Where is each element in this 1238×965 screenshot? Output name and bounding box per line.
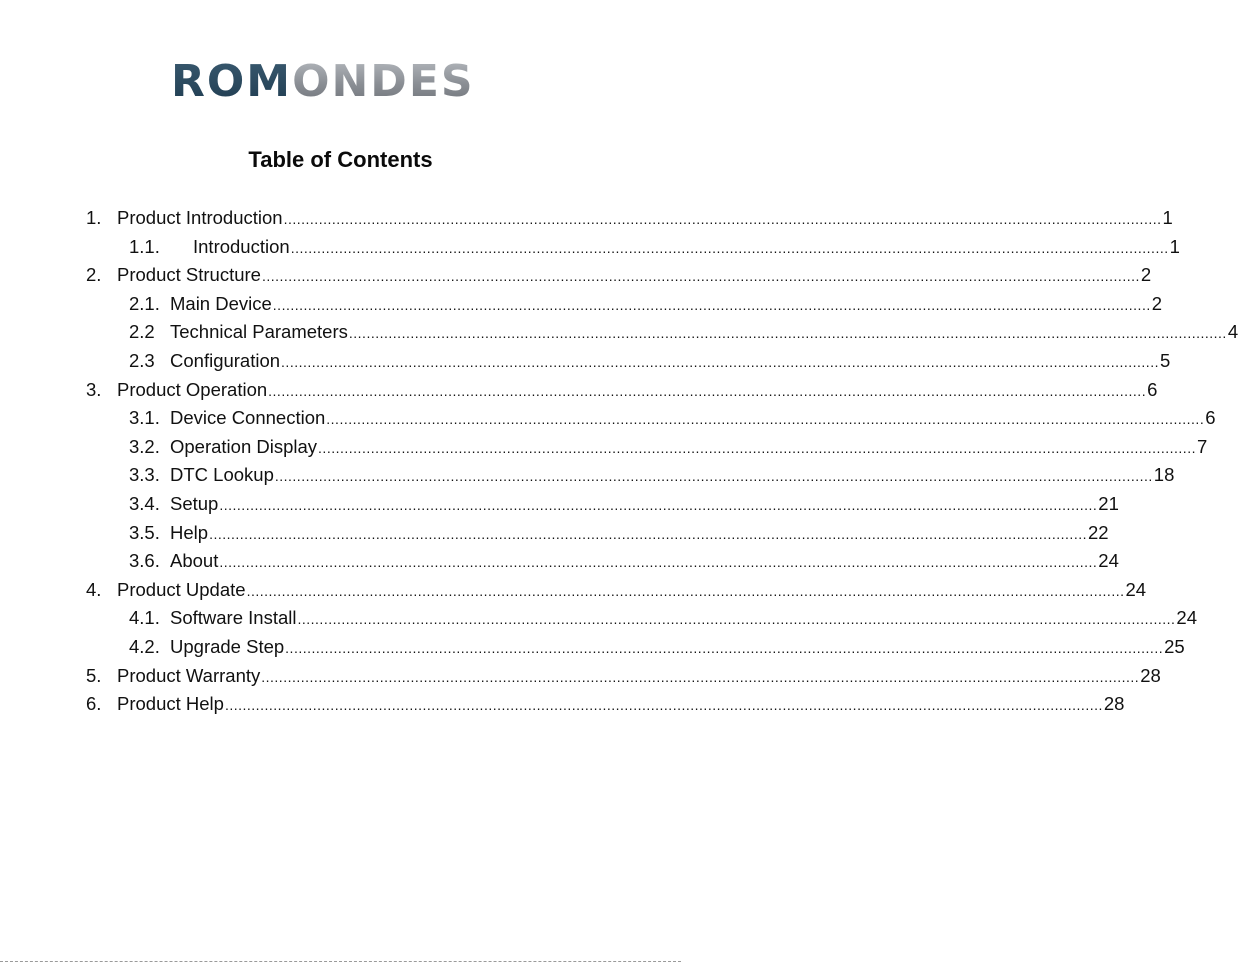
toc-entry-leader: ........................................................................................................................................................................................................ <box>219 497 1098 513</box>
toc-entry-number: 4.2. <box>129 636 160 657</box>
toc-entry[interactable] <box>86 376 1158 404</box>
toc-entry-label: Configuration <box>170 350 281 371</box>
toc-entry-leader: ........................................................................................................................................................................................................ <box>224 697 1103 714</box>
toc-entry-page: 21 <box>1098 493 1119 514</box>
toc-entry-page: 24 <box>1176 607 1197 629</box>
toc-entry[interactable] <box>129 490 1119 518</box>
toc-entry-leader: ........................................................................................................................................................................................................ <box>261 268 1140 285</box>
toc-entry-leader: ........................................................................................................................................................................................................ <box>348 325 1227 342</box>
toc-entry-leader: ........................................................................................................................................................................................................ <box>283 211 1162 227</box>
toc-entry-leader: ........................................................................................................................................................................................................ <box>326 411 1205 428</box>
toc-entry-page: 22 <box>1088 521 1109 543</box>
toc-entry-page: 6 <box>1147 378 1158 400</box>
toc-entry-label: Product Help <box>117 693 224 715</box>
toc-entry-page: 28 <box>1140 664 1161 686</box>
toc-entry-leader: ........................................................................................................................................................................................................ <box>219 554 1098 571</box>
toc-entry[interactable] <box>129 233 1180 261</box>
toc-entry-number: 3.2. <box>129 435 160 457</box>
toc-entry-label: Setup <box>170 493 219 514</box>
toc-entry[interactable] <box>129 519 1109 547</box>
toc-entry-number: 1. <box>86 207 102 228</box>
toc-entry-leader: ........................................................................................................................................................................................................ <box>285 640 1164 656</box>
toc-entry[interactable] <box>86 204 1173 232</box>
toc-entry[interactable] <box>129 433 1208 461</box>
toc-entry-leader: ........................................................................................................................................................................................................ <box>209 525 1087 542</box>
toc-entry[interactable] <box>129 604 1197 632</box>
toc-entry-number: 3.4. <box>129 493 160 514</box>
toc-entry-number: 2.1. <box>129 292 160 314</box>
page-bottom-border <box>0 961 681 962</box>
toc-entry-number: 2. <box>86 264 102 286</box>
toc-entry-leader: ........................................................................................................................................................................................................ <box>290 239 1169 256</box>
toc-entry-page: 25 <box>1164 636 1185 657</box>
toc-entry-label: Introduction <box>193 235 290 257</box>
toc-entry-page: 2 <box>1151 292 1163 314</box>
toc-entry-label: Main Device <box>170 292 272 314</box>
toc-entry-label: Operation Display <box>170 435 318 457</box>
logo-text-light: ONDES <box>291 56 475 107</box>
toc-entry-number: 3.1. <box>129 407 160 429</box>
toc-entry-number: 1.1. <box>129 235 160 257</box>
toc-entry-page: 18 <box>1153 464 1175 486</box>
toc-entry-number: 2.3 <box>129 350 155 371</box>
toc-entry[interactable] <box>129 404 1216 432</box>
toc-entry-label: Product Update <box>117 578 246 600</box>
brand-logo-mark <box>170 56 511 107</box>
toc-entry[interactable] <box>129 290 1163 318</box>
toc-entry-label: Product Warranty <box>117 664 261 686</box>
toc-entry-label: About <box>170 550 219 572</box>
toc-entry[interactable] <box>129 547 1119 575</box>
toc-entry-page: 1 <box>1169 235 1180 257</box>
toc-entry-label: Help <box>170 521 209 543</box>
toc-entry-leader: ........................................................................................................................................................................................................ <box>274 468 1153 485</box>
toc-entry-page: 6 <box>1205 407 1216 429</box>
toc-entry-page: 7 <box>1196 435 1208 457</box>
toc-entry-number: 6. <box>86 693 102 715</box>
toc-entry-number: 3. <box>86 378 102 400</box>
toc-entry-page: 24 <box>1125 578 1147 600</box>
toc-entry-page: 5 <box>1159 350 1171 371</box>
toc-entry-number: 3.6. <box>129 550 160 572</box>
toc-entry-label: Product Operation <box>117 378 268 400</box>
toc-entry[interactable] <box>86 576 1147 604</box>
toc-entry-number: 3.5. <box>129 521 160 543</box>
toc-entry-number: 2.2 <box>129 321 155 343</box>
logo-text-dark: ROM <box>170 56 292 107</box>
toc-entry-leader: ........................................................................................................................................................................................................ <box>318 439 1196 456</box>
toc-entry-page: 24 <box>1098 550 1119 572</box>
toc-entry-leader: ........................................................................................................................................................................................................ <box>246 582 1125 599</box>
toc-entry[interactable] <box>86 662 1161 690</box>
toc-entry[interactable] <box>86 690 1125 718</box>
toc-entry-page: 2 <box>1140 264 1152 286</box>
toc-entry-label: Product Structure <box>117 264 261 286</box>
toc-entry-leader: ........................................................................................................................................................................................................ <box>272 296 1151 313</box>
toc-entry-page: 1 <box>1162 207 1173 228</box>
toc-entry-label: Upgrade Step <box>170 636 285 657</box>
toc-entry-number: 5. <box>86 664 102 686</box>
toc-entry-number: 4. <box>86 578 102 600</box>
toc-entry-leader: ........................................................................................................................................................................................................ <box>281 354 1159 370</box>
toc-entry-label: Device Connection <box>170 407 326 429</box>
toc-entry-leader: ........................................................................................................................................................................................................ <box>297 611 1176 628</box>
toc-entry-page: 28 <box>1103 693 1125 715</box>
toc-entry-number: 3.3. <box>129 464 160 486</box>
svg-text:ROMONDES <box>171 56 475 107</box>
toc-entry-label: Software Install <box>170 607 297 629</box>
toc-entry[interactable] <box>129 318 1238 346</box>
toc-entry-number: 4.1. <box>129 607 160 629</box>
toc-entry[interactable] <box>86 261 1152 289</box>
brand-logo <box>0 56 681 107</box>
page-title: Table of Contents <box>248 147 433 172</box>
toc-entry[interactable] <box>129 633 1185 661</box>
toc-entry-leader: ........................................................................................................................................................................................................ <box>268 382 1147 399</box>
toc-entry-label: Product Introduction <box>117 207 283 228</box>
toc-entry[interactable] <box>129 461 1175 489</box>
toc-entry[interactable] <box>129 347 1171 375</box>
toc-entry-page: 4 <box>1227 321 1238 343</box>
toc-entry-leader: ........................................................................................................................................................................................................ <box>261 668 1140 685</box>
toc-entry-label: DTC Lookup <box>170 464 274 486</box>
toc-entry-label: Technical Parameters <box>170 321 348 343</box>
